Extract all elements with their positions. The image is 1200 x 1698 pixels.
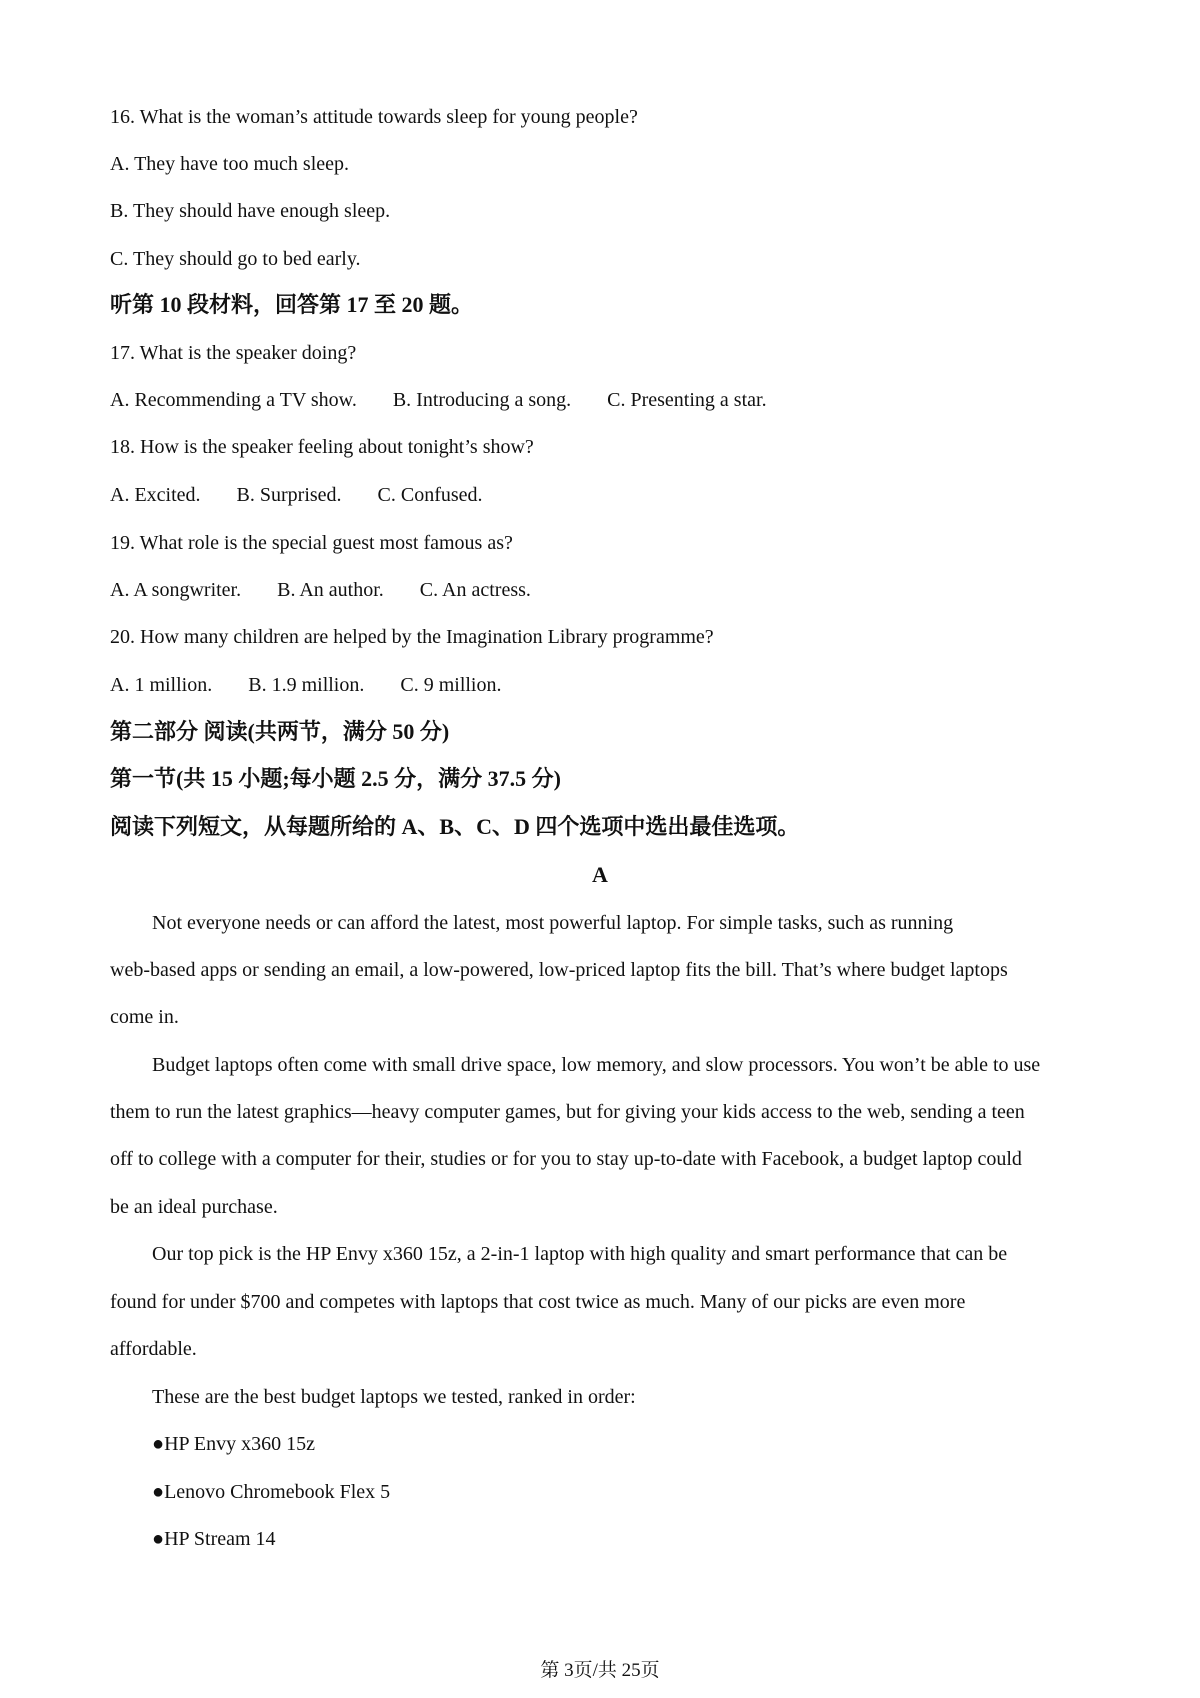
- q16-option-a: A. They have too much sleep.: [110, 153, 350, 175]
- part-2-heading: 第二部分 阅读(共两节，满分 50 分): [110, 719, 450, 744]
- q19-option-c: C. An actress.: [419, 579, 531, 601]
- list-item: ●HP Envy x360 15z: [152, 1433, 315, 1455]
- q18-option-b: B. Surprised.: [236, 484, 342, 506]
- passage-p4-line-1: These are the best budget laptops we tested, ranked in order:: [152, 1386, 636, 1408]
- passage-p1-line-1: Not everyone needs or can afford the latest, most powerful laptop. For simple tasks, such as running: [152, 912, 954, 934]
- section-10-heading: 听第 10 段材料，回答第 17 至 20 题。: [110, 292, 474, 317]
- q17-option-a: A. Recommending a TV show.: [110, 389, 357, 411]
- list-item: ●Lenovo Chromebook Flex 5: [152, 1481, 391, 1503]
- passage-p1-line-2: web-based apps or sending an email, a low-powered, low-priced laptop fits the bill. That’s where budget laptops: [110, 959, 1008, 981]
- passage-p3-line-1: Our top pick is the HP Envy x360 15z, a 2-in-1 laptop with high quality and smart performance that can be: [152, 1243, 1008, 1265]
- q17-option-b: B. Introducing a song.: [392, 389, 572, 411]
- question-16: 16. What is the woman’s attitude towards sleep for young people?: [110, 106, 638, 128]
- q16-option-c: C. They should go to bed early.: [110, 248, 361, 270]
- q17-option-c: C. Presenting a star.: [607, 389, 767, 411]
- q19-option-a: A. A songwriter.: [110, 579, 242, 601]
- list-item: ●HP Stream 14: [152, 1528, 276, 1550]
- reading-instruction: 阅读下列短文，从每题所给的 A、B、C、D 四个选项中选出最佳选项。: [110, 814, 800, 839]
- passage-p2-line-3: off to college with a computer for their, studies or for you to stay up-to-date with Facebook, a budget laptop could: [110, 1148, 1022, 1170]
- q18-option-a: A. Excited.: [110, 484, 201, 506]
- question-20: 20. How many children are helped by the Imagination Library programme?: [110, 626, 714, 648]
- question-17: 17. What is the speaker doing?: [110, 342, 357, 364]
- q18-options: [110, 482, 483, 508]
- q19-option-b: B. An author.: [277, 579, 384, 601]
- q20-option-b: B. 1.9 million.: [248, 674, 365, 696]
- question-18: 18. How is the speaker feeling about tonight’s show?: [110, 436, 534, 458]
- q20-option-c: C. 9 million.: [400, 674, 502, 696]
- passage-p3-line-3: affordable.: [110, 1338, 197, 1360]
- passage-p3-line-2: found for under $700 and competes with laptops that cost twice as much. Many of our picks are even more: [110, 1291, 966, 1313]
- q20-option-a: A. 1 million.: [110, 674, 213, 696]
- q16-option-b: B. They should have enough sleep.: [110, 200, 391, 222]
- passage-title: A: [592, 862, 608, 887]
- q19-options: [110, 577, 531, 603]
- passage-p1-line-3: come in.: [110, 1006, 179, 1028]
- q17-options: [110, 387, 767, 413]
- passage-p2-line-2: them to run the latest graphics—heavy computer games, but for giving your kids access to the web, sending a teen: [110, 1101, 1025, 1123]
- passage-p2-line-4: be an ideal purchase.: [110, 1196, 278, 1218]
- passage-p2-line-1: Budget laptops often come with small drive space, low memory, and slow processors. You won’t be able to use: [152, 1054, 1041, 1076]
- q20-options: [110, 672, 501, 698]
- q18-option-c: C. Confused.: [377, 484, 483, 506]
- question-19: 19. What role is the special guest most famous as?: [110, 532, 513, 554]
- page-footer: 第 3页/共 25页: [540, 1660, 660, 1681]
- section-1-heading: 第一节(共 15 小题;每小题 2.5 分，满分 37.5 分): [110, 766, 561, 791]
